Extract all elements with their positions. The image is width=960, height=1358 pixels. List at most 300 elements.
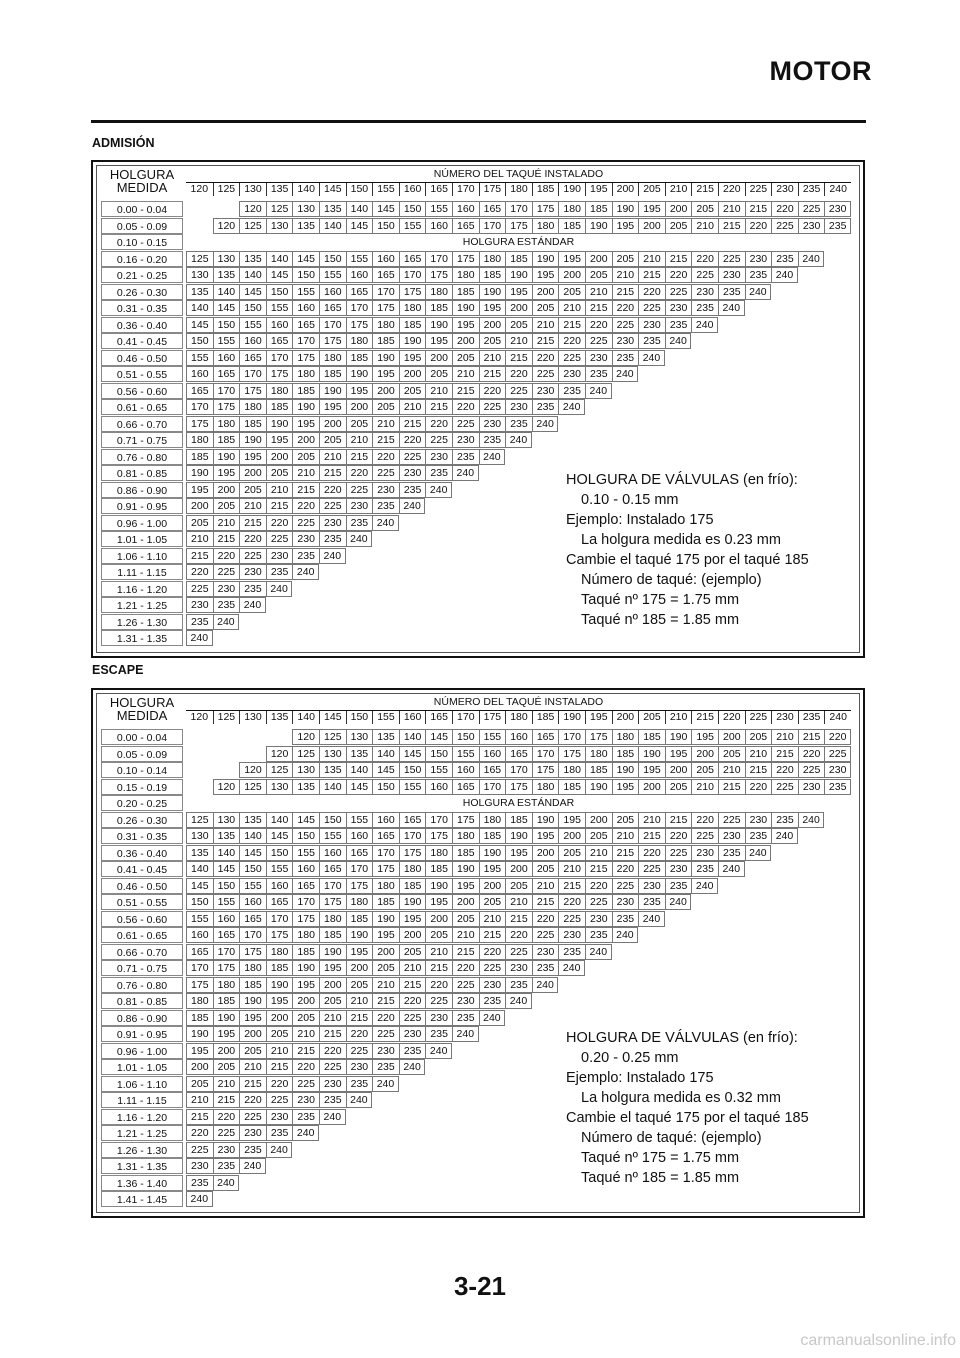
- tappet-cell: 220: [665, 267, 692, 283]
- tappet-cell: 145: [186, 878, 213, 894]
- tappet-cell: 220: [372, 449, 399, 465]
- tappet-header-cell: 135: [266, 183, 293, 196]
- tappet-cell: 195: [452, 317, 479, 333]
- tappet-cell: 225: [266, 531, 293, 547]
- tappet-cell: 185: [292, 944, 319, 960]
- standard-clearance-row: HOLGURA ESTÁNDAR: [462, 797, 575, 809]
- tappet-cell: 155: [292, 284, 319, 300]
- clearance-range-label: 0.96 - 1.00: [101, 1043, 183, 1059]
- tappet-cell: 185: [186, 1010, 213, 1026]
- tappet-cell: 235: [399, 1043, 426, 1059]
- tappet-cell: 180: [346, 333, 373, 349]
- clearance-range-label: 0.86 - 0.90: [101, 1010, 183, 1026]
- tappet-cell: 165: [452, 779, 479, 795]
- tappet-cell: 190: [479, 845, 506, 861]
- tappet-cell: 215: [372, 432, 399, 448]
- tappet-cell: 240: [638, 911, 665, 927]
- tappet-cell: 215: [771, 746, 798, 762]
- tappet-cell: 210: [186, 1092, 213, 1108]
- tappet-cell: 190: [505, 828, 532, 844]
- tappet-cell: 225: [479, 399, 506, 415]
- tappet-cell: 215: [532, 894, 559, 910]
- tappet-cell: 215: [266, 498, 293, 514]
- tappet-cell: 180: [425, 845, 452, 861]
- tappet-cell: 140: [399, 729, 426, 745]
- tappet-cell: 225: [292, 515, 319, 531]
- tappet-cell: 235: [665, 878, 692, 894]
- tappet-cell: 240: [532, 977, 559, 993]
- clearance-range-label: 0.86 - 0.90: [101, 482, 183, 498]
- tappet-cell: 180: [346, 894, 373, 910]
- tappet-cell: 235: [213, 1158, 240, 1174]
- tappet-cell: 175: [585, 729, 612, 745]
- tappet-cell: 155: [399, 779, 426, 795]
- tappet-cell: 225: [771, 779, 798, 795]
- tappet-cell: 135: [292, 779, 319, 795]
- tappet-cell: 155: [292, 845, 319, 861]
- tappet-cell: 185: [292, 383, 319, 399]
- tappet-cell: 155: [266, 300, 293, 316]
- tappet-cell: 210: [505, 894, 532, 910]
- tappet-cell: 185: [372, 333, 399, 349]
- tappet-cell: 165: [213, 366, 240, 382]
- tappet-cell: 230: [638, 317, 665, 333]
- tappet-header-cell: 215: [691, 183, 718, 196]
- tappet-header-cell: 120: [190, 711, 209, 723]
- info-line: Número de taqué: (ejemplo): [581, 572, 762, 588]
- tappet-cell: 225: [239, 548, 266, 564]
- tappet-cell: 240: [399, 498, 426, 514]
- tappet-cell: 170: [399, 267, 426, 283]
- tappet-cell: 225: [585, 333, 612, 349]
- tappet-cell: 200: [319, 416, 346, 432]
- tappet-cell: 210: [585, 284, 612, 300]
- tappet-cell: 145: [346, 218, 373, 234]
- tappet-cell: 240: [798, 812, 825, 828]
- tappet-cell: 240: [452, 1026, 479, 1042]
- tappet-cell: 230: [718, 267, 745, 283]
- tappet-cell: 195: [479, 300, 506, 316]
- tappet-cell: 210: [213, 515, 240, 531]
- tappet-cell: 145: [292, 251, 319, 267]
- tappet-cell: 225: [558, 350, 585, 366]
- tappet-cell: 170: [266, 350, 293, 366]
- tappet-cell: 150: [399, 762, 426, 778]
- tappet-header-cell: 125: [213, 711, 240, 724]
- tappet-cell: 220: [505, 366, 532, 382]
- tappet-cell: 195: [452, 878, 479, 894]
- tappet-cell: 200: [346, 960, 373, 976]
- tappet-cell: 195: [532, 828, 559, 844]
- tappet-cell: 175: [186, 977, 213, 993]
- tappet-cell: 150: [239, 300, 266, 316]
- tappet-cell: 220: [771, 762, 798, 778]
- tappet-cell: 240: [638, 350, 665, 366]
- tappet-cell: 195: [266, 432, 293, 448]
- tappet-cell: 125: [266, 201, 293, 217]
- tappet-cell: 170: [372, 845, 399, 861]
- tappet-cell: 235: [452, 1010, 479, 1026]
- tappet-cell: 155: [319, 828, 346, 844]
- tappet-cell: 195: [505, 845, 532, 861]
- tappet-cell: 235: [479, 432, 506, 448]
- standard-clearance-row: HOLGURA ESTÁNDAR: [462, 236, 575, 248]
- tappet-cell: 175: [213, 399, 240, 415]
- tappet-header-cell: 185: [532, 183, 559, 196]
- tappet-cell: 235: [505, 416, 532, 432]
- tappet-cell: 200: [718, 729, 745, 745]
- tappet-cell: 230: [612, 894, 639, 910]
- tappet-cell: 195: [479, 861, 506, 877]
- tappet-cell: 225: [532, 927, 559, 943]
- tappet-cell: 195: [425, 333, 452, 349]
- tappet-cell: 240: [239, 597, 266, 613]
- tappet-cell: 170: [505, 762, 532, 778]
- tappet-cell: 130: [319, 746, 346, 762]
- tappet-cell: 205: [425, 366, 452, 382]
- tappet-cell: 240: [798, 251, 825, 267]
- tappet-cell: 165: [532, 729, 559, 745]
- tappet-cell: 200: [239, 1026, 266, 1042]
- clearance-range-label: 0.26 - 0.30: [101, 812, 183, 828]
- tappet-cell: 225: [612, 317, 639, 333]
- tappet-cell: 235: [186, 614, 213, 630]
- tappet-cell: 210: [691, 218, 718, 234]
- tappet-cell: 215: [399, 416, 426, 432]
- tappet-cell: 220: [425, 416, 452, 432]
- tappet-cell: 200: [558, 267, 585, 283]
- tappet-cell: 180: [479, 251, 506, 267]
- tappet-cell: 165: [346, 284, 373, 300]
- tappet-cell: 195: [239, 1010, 266, 1026]
- tappet-cell: 240: [266, 581, 293, 597]
- tappet-cell: 170: [346, 861, 373, 877]
- tappet-cell: 200: [292, 993, 319, 1009]
- tappet-cell: 220: [239, 1092, 266, 1108]
- tappet-cell: 220: [319, 1043, 346, 1059]
- clearance-range-label: 0.26 - 0.30: [101, 284, 183, 300]
- tappet-cell: 170: [505, 201, 532, 217]
- tappet-cell: 215: [319, 465, 346, 481]
- tappet-cell: 240: [771, 267, 798, 283]
- tappet-cell: 230: [558, 366, 585, 382]
- tappet-cell: 195: [558, 812, 585, 828]
- tappet-cell: 230: [798, 779, 825, 795]
- tappet-cell: 205: [479, 894, 506, 910]
- tappet-cell: 230: [532, 383, 559, 399]
- tappet-cell: 220: [824, 729, 851, 745]
- tappet-cell: 205: [479, 333, 506, 349]
- numero-taque-header: NÚMERO DEL TAQUÉ INSTALADO: [433, 168, 604, 180]
- tappet-cell: 235: [266, 1125, 293, 1141]
- tappet-cell: 185: [266, 399, 293, 415]
- tappet-cell: 225: [399, 1010, 426, 1026]
- tappet-cell: 215: [399, 977, 426, 993]
- tappet-cell: 215: [505, 350, 532, 366]
- tappet-cell: 220: [798, 746, 825, 762]
- tappet-cell: 235: [425, 1026, 452, 1042]
- tappet-cell: 170: [558, 729, 585, 745]
- tappet-cell: 220: [346, 1026, 373, 1042]
- tappet-cell: 215: [638, 267, 665, 283]
- tappet-cell: 150: [319, 251, 346, 267]
- tappet-cell: 165: [213, 927, 240, 943]
- clearance-range-label: 0.91 - 0.95: [101, 1026, 183, 1042]
- tappet-cell: 125: [266, 762, 293, 778]
- tappet-cell: 240: [372, 515, 399, 531]
- tappet-cell: 160: [372, 251, 399, 267]
- tappet-cell: 190: [452, 861, 479, 877]
- clearance-range-label: 0.10 - 0.15: [101, 234, 183, 250]
- tappet-cell: 120: [266, 746, 293, 762]
- tappet-cell: 235: [824, 779, 851, 795]
- tappet-header-cell: 170: [452, 183, 479, 196]
- tappet-cell: 190: [372, 350, 399, 366]
- tappet-cell: 215: [239, 515, 266, 531]
- tappet-cell: 160: [372, 812, 399, 828]
- tappet-header-cell: 140: [292, 183, 319, 196]
- tappet-cell: 145: [239, 845, 266, 861]
- tappet-cell: 190: [399, 894, 426, 910]
- tappet-cell: 185: [505, 812, 532, 828]
- tappet-cell: 235: [665, 317, 692, 333]
- tappet-cell: 210: [452, 927, 479, 943]
- tappet-cell: 240: [665, 894, 692, 910]
- tappet-cell: 165: [266, 333, 293, 349]
- tappet-cell: 170: [239, 927, 266, 943]
- tappet-cell: 235: [266, 564, 293, 580]
- tappet-header-cell: 180: [505, 183, 532, 196]
- tappet-cell: 180: [558, 201, 585, 217]
- tappet-cell: 205: [691, 201, 718, 217]
- tappet-cell: 120: [213, 779, 240, 795]
- tappet-cell: 230: [798, 218, 825, 234]
- tappet-cell: 235: [745, 828, 772, 844]
- tappet-cell: 225: [425, 432, 452, 448]
- tappet-cell: 225: [319, 1059, 346, 1075]
- tappet-cell: 210: [425, 944, 452, 960]
- clearance-range-label: 0.81 - 0.85: [101, 993, 183, 1009]
- tappet-cell: 210: [718, 201, 745, 217]
- tappet-cell: 140: [239, 267, 266, 283]
- tappet-cell: 175: [319, 894, 346, 910]
- tappet-cell: 190: [346, 927, 373, 943]
- tappet-cell: 240: [452, 465, 479, 481]
- tappet-cell: 190: [425, 317, 452, 333]
- tappet-cell: 230: [319, 1076, 346, 1092]
- tappet-cell: 200: [372, 383, 399, 399]
- tappet-cell: 190: [319, 383, 346, 399]
- tappet-cell: 195: [186, 1043, 213, 1059]
- tappet-cell: 230: [372, 482, 399, 498]
- tappet-cell: 235: [585, 927, 612, 943]
- tappet-cell: 145: [425, 729, 452, 745]
- tappet-cell: 200: [266, 1010, 293, 1026]
- tappet-cell: 160: [425, 218, 452, 234]
- tappet-cell: 225: [346, 1043, 373, 1059]
- tappet-header-cell: 190: [558, 711, 585, 724]
- tappet-cell: 240: [771, 828, 798, 844]
- tappet-cell: 195: [399, 911, 426, 927]
- tappet-cell: 240: [479, 1010, 506, 1026]
- tappet-cell: 170: [532, 746, 559, 762]
- tappet-cell: 240: [266, 1142, 293, 1158]
- tappet-cell: 240: [745, 284, 772, 300]
- tappet-cell: 225: [186, 581, 213, 597]
- tappet-cell: 210: [346, 432, 373, 448]
- tappet-cell: 205: [372, 399, 399, 415]
- tappet-cell: 215: [585, 861, 612, 877]
- tappet-cell: 125: [239, 218, 266, 234]
- medida-header-line: MEDIDA: [116, 180, 168, 195]
- tappet-cell: 240: [691, 878, 718, 894]
- clearance-range-label: 0.46 - 0.50: [101, 350, 183, 366]
- tappet-cell: 235: [213, 597, 240, 613]
- tappet-cell: 220: [771, 201, 798, 217]
- tappet-cell: 195: [292, 416, 319, 432]
- tappet-cell: 235: [691, 300, 718, 316]
- tappet-cell: 180: [399, 861, 426, 877]
- tappet-header-cell: 210: [665, 711, 692, 724]
- tappet-cell: 220: [239, 531, 266, 547]
- tappet-cell: 140: [186, 300, 213, 316]
- tappet-cell: 220: [691, 812, 718, 828]
- clearance-range-label: 0.10 - 0.14: [101, 762, 183, 778]
- tappet-cell: 220: [346, 465, 373, 481]
- tappet-header-cell: 230: [771, 183, 798, 196]
- tappet-cell: 150: [319, 812, 346, 828]
- tappet-cell: 150: [372, 218, 399, 234]
- tappet-cell: 235: [718, 284, 745, 300]
- tappet-cell: 200: [532, 845, 559, 861]
- tappet-cell: 220: [266, 1076, 293, 1092]
- tappet-cell: 215: [425, 399, 452, 415]
- tappet-cell: 155: [452, 746, 479, 762]
- tappet-cell: 205: [292, 449, 319, 465]
- tappet-cell: 205: [425, 927, 452, 943]
- tappet-cell: 180: [399, 300, 426, 316]
- tappet-cell: 175: [372, 300, 399, 316]
- tappet-cell: 235: [718, 845, 745, 861]
- tappet-cell: 140: [346, 201, 373, 217]
- tappet-cell: 240: [425, 482, 452, 498]
- tappet-cell: 175: [452, 251, 479, 267]
- tappet-cell: 170: [479, 218, 506, 234]
- tappet-header-cell: 235: [798, 183, 825, 196]
- tappet-cell: 225: [718, 251, 745, 267]
- tappet-cell: 185: [346, 911, 373, 927]
- tappet-cell: 220: [319, 482, 346, 498]
- tappet-cell: 125: [319, 729, 346, 745]
- tappet-cell: 225: [824, 746, 851, 762]
- tappet-cell: 175: [239, 944, 266, 960]
- tappet-cell: 215: [718, 779, 745, 795]
- tappet-cell: 240: [186, 630, 213, 646]
- tappet-cell: 230: [186, 597, 213, 613]
- clearance-range-label: 0.61 - 0.65: [101, 399, 183, 415]
- tappet-cell: 165: [372, 828, 399, 844]
- tappet-cell: 205: [718, 746, 745, 762]
- tappet-cell: 185: [266, 960, 293, 976]
- tappet-cell: 235: [239, 581, 266, 597]
- tappet-cell: 205: [319, 432, 346, 448]
- tappet-cell: 200: [558, 828, 585, 844]
- tappet-cell: 185: [239, 977, 266, 993]
- tappet-cell: 200: [479, 878, 506, 894]
- tappet-cell: 205: [213, 1059, 240, 1075]
- tappet-cell: 195: [638, 762, 665, 778]
- clearance-range-label: 0.20 - 0.25: [101, 795, 183, 811]
- tappet-cell: 180: [266, 944, 293, 960]
- tappet-cell: 175: [532, 201, 559, 217]
- tappet-cell: 215: [479, 927, 506, 943]
- clearance-range-label: 1.11 - 1.15: [101, 1092, 183, 1108]
- tappet-cell: 145: [266, 828, 293, 844]
- tappet-cell: 230: [665, 300, 692, 316]
- clearance-range-label: 1.26 - 1.30: [101, 1142, 183, 1158]
- tappet-header-cell: 160: [399, 711, 426, 724]
- tappet-cell: 215: [186, 1109, 213, 1125]
- tappet-header-cell: 155: [372, 183, 399, 196]
- tappet-cell: 165: [239, 911, 266, 927]
- clearance-range-label: 0.56 - 0.60: [101, 911, 183, 927]
- tappet-cell: 225: [372, 465, 399, 481]
- medida-header-line: MEDIDA: [116, 708, 168, 723]
- tappet-cell: 200: [479, 317, 506, 333]
- tappet-cell: 240: [399, 1059, 426, 1075]
- holgura-header-line: HOLGURA: [109, 695, 175, 710]
- page-number: 3-21: [453, 1271, 507, 1301]
- tappet-cell: 210: [399, 960, 426, 976]
- tappet-cell: 230: [186, 1158, 213, 1174]
- tappet-cell: 210: [718, 762, 745, 778]
- tappet-cell: 210: [612, 828, 639, 844]
- tappet-cell: 185: [399, 317, 426, 333]
- tappet-cell: 180: [319, 911, 346, 927]
- tappet-header-cell: 175: [479, 711, 506, 724]
- tappet-cell: 240: [213, 614, 240, 630]
- tappet-cell: 140: [346, 762, 373, 778]
- tappet-cell: 225: [213, 564, 240, 580]
- tappet-cell: 195: [399, 350, 426, 366]
- clearance-range-label: 1.21 - 1.25: [101, 1125, 183, 1141]
- tappet-cell: 175: [346, 878, 373, 894]
- tappet-cell: 235: [452, 449, 479, 465]
- tappet-cell: 170: [425, 812, 452, 828]
- tappet-cell: 225: [452, 977, 479, 993]
- tappet-cell: 190: [319, 944, 346, 960]
- tappet-cell: 200: [665, 762, 692, 778]
- numero-taque-header: NÚMERO DEL TAQUÉ INSTALADO: [433, 696, 604, 708]
- tappet-cell: 160: [319, 284, 346, 300]
- tappet-cell: 180: [585, 746, 612, 762]
- tappet-cell: 195: [612, 218, 639, 234]
- tappet-cell: 180: [319, 350, 346, 366]
- clearance-range-label: 1.06 - 1.10: [101, 548, 183, 564]
- info-line: 0.10 - 0.15 mm: [581, 492, 679, 508]
- tappet-cell: 165: [186, 944, 213, 960]
- tappet-cell: 165: [505, 746, 532, 762]
- tappet-cell: 135: [319, 762, 346, 778]
- tappet-header-cell: 180: [505, 711, 532, 724]
- tappet-cell: 210: [558, 300, 585, 316]
- tappet-cell: 205: [452, 350, 479, 366]
- tappet-cell: 220: [186, 1125, 213, 1141]
- tappet-cell: 175: [558, 746, 585, 762]
- tappet-cell: 230: [399, 465, 426, 481]
- tappet-cell: 175: [266, 927, 293, 943]
- tappet-cell: 215: [745, 201, 772, 217]
